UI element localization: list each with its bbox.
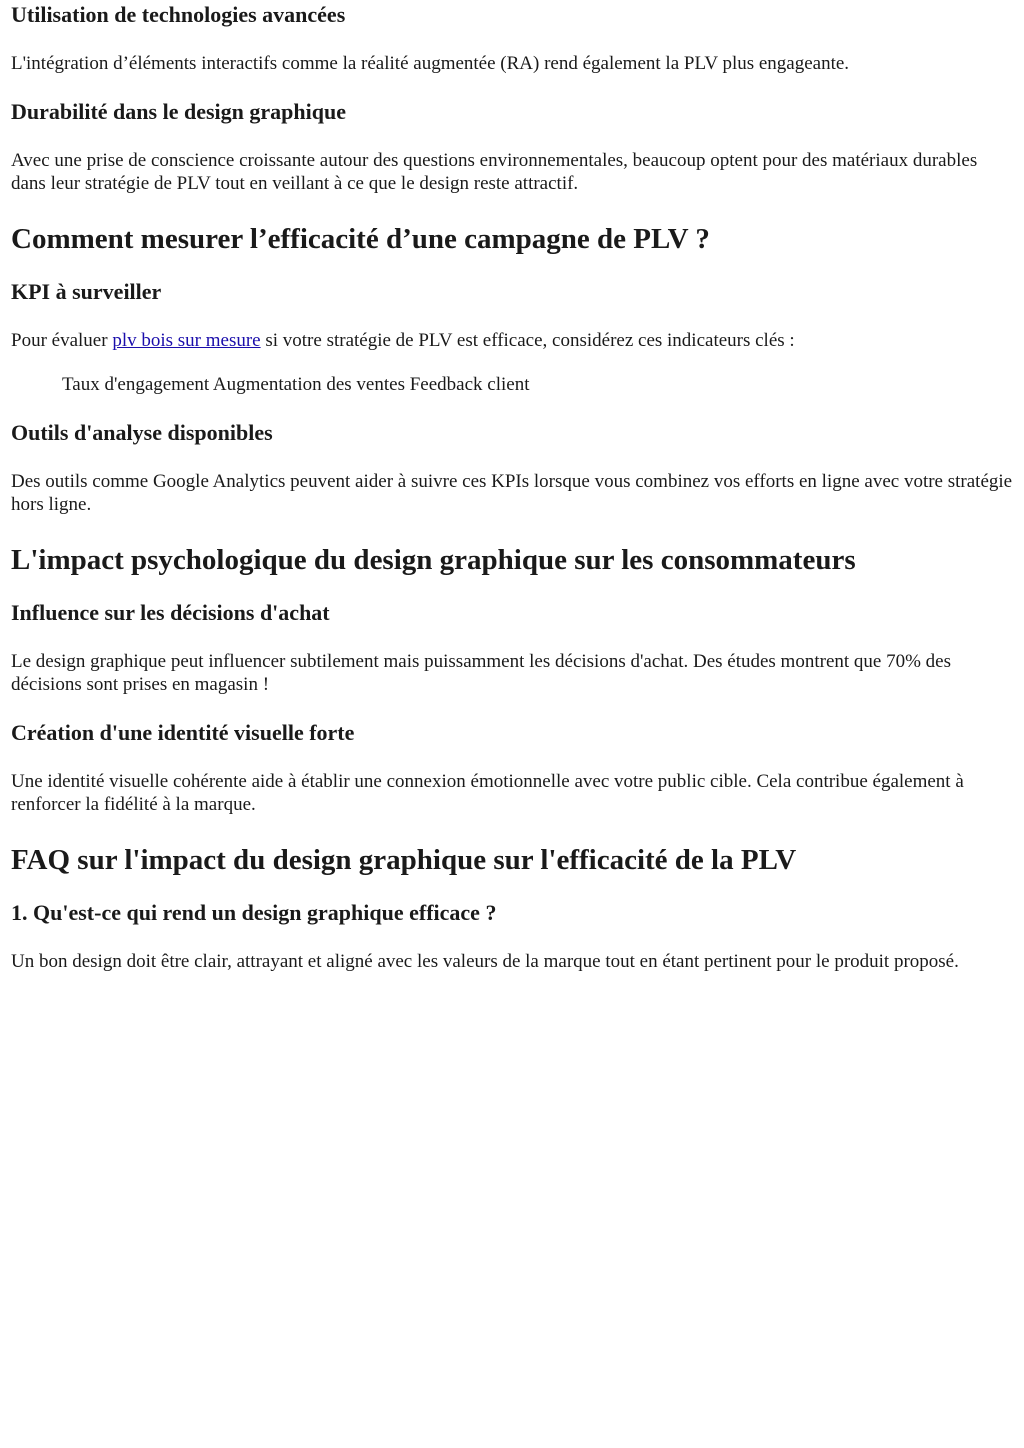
heading-psychologique: L'impact psychologique du design graphique sur les consommateurs (11, 544, 856, 576)
list-item: Feedback client (409, 374, 530, 395)
heading-faq-1: 1. Qu'est-ce qui rend un design graphique efficace ? (11, 900, 497, 925)
kpi-text-before: Pour évaluer (11, 330, 113, 351)
heading-faq: FAQ sur l'impact du design graphique sur l'efficacité de la PLV (11, 844, 797, 876)
heading-mesurer: Comment mesurer l’efficacité d’une campagne de PLV ? (11, 223, 710, 255)
paragraph-faq-1: Un bon design doit être clair, attrayant et aligné avec les valeurs de la marque tout en étant pertinent pour le produit proposé. (11, 951, 959, 972)
list-item: Taux d'engagement (62, 374, 210, 395)
list-item: Augmentation des ventes (212, 374, 405, 395)
heading-outils: Outils d'analyse disponibles (11, 420, 273, 445)
heading-influence: Influence sur les décisions d'achat (11, 600, 330, 625)
paragraph-kpi (11, 329, 1013, 352)
paragraph-influence: Le design graphique peut influencer subtilement mais puissamment les décisions d'achat. Des études montrent que 70% des décisions sont prises en magasin ! (11, 651, 951, 695)
plv-bois-link[interactable]: plv bois sur mesure (112, 330, 261, 351)
heading-technologies: Utilisation de technologies avancées (11, 2, 346, 27)
paragraph-outils: Des outils comme Google Analytics peuvent aider à suivre ces KPIs lorsque vous combinez vos efforts en ligne avec votre stratégie hors ligne. (11, 471, 1013, 515)
heading-identite: Création d'une identité visuelle forte (11, 720, 355, 745)
paragraph-identite: Une identité visuelle cohérente aide à établir une connexion émotionnelle avec votre public cible. Cela contribue également à renforcer la fidélité à la marque. (11, 771, 964, 815)
paragraph-technologies: L'intégration d’éléments interactifs comme la réalité augmentée (RA) rend également la PLV plus engageante. (11, 53, 850, 74)
heading-kpi: KPI à surveiller (11, 279, 162, 304)
kpi-text-after: si votre stratégie de PLV est efficace, considérez ces indicateurs clés : (260, 330, 795, 351)
article-page (0, 2, 1024, 973)
paragraph-durabilite: Avec une prise de conscience croissante autour des questions environnementales, beaucoup optent pour des matériaux durables dans leur stratégie de PLV tout en veillant à ce que le design reste attractif. (11, 150, 978, 194)
heading-durabilite: Durabilité dans le design graphique (11, 99, 346, 124)
kpi-list (11, 373, 1013, 396)
